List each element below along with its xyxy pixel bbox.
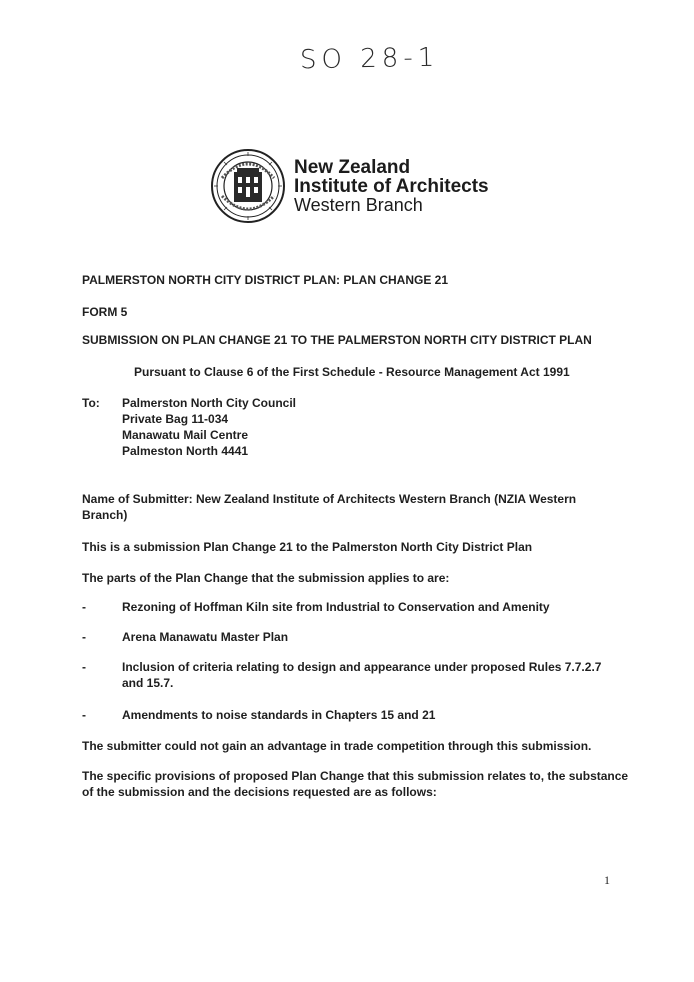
page-number: 1 [604, 873, 610, 887]
bullet-line: Rezoning of Hoffman Kiln site from Industrial to Conservation and Amenity [122, 600, 550, 614]
logo-title-line2: Institute of Architects [294, 175, 489, 197]
bullet-dash: - [82, 660, 86, 674]
submission-statement: This is a submission Plan Change 21 to the Palmerston North City District Plan [82, 540, 533, 554]
specific-provisions-line2: of the submission and the decisions requested are as follows: [82, 785, 437, 799]
address-line: Private Bag 11-034 [122, 412, 229, 426]
logo-title-line1: New Zealand [294, 156, 411, 178]
to-label: To: [82, 396, 100, 410]
pursuant-line: Pursuant to Clause 6 of the First Schedule - Resource Management Act 1991 [134, 365, 570, 379]
address-line: Manawatu Mail Centre [122, 428, 249, 442]
bullet-line: Inclusion of criteria relating to design and appearance under proposed Rules 7.7.2.7 [122, 660, 602, 674]
bullet-dash: - [82, 630, 86, 644]
address-line: Palmerston North City Council [122, 396, 297, 410]
parts-intro: The parts of the Plan Change that the submission applies to are: [82, 571, 450, 585]
bullet-line: Arena Manawatu Master Plan [122, 630, 289, 644]
bullet-line: Amendments to noise standards in Chapters 15 and 21 [122, 708, 436, 722]
trade-competition-statement: The submitter could not gain an advantage in trade competition through this submission. [82, 739, 592, 753]
plan-heading: PALMERSTON NORTH CITY DISTRICT PLAN: PLAN CHANGE 21 [82, 273, 449, 287]
address-line: Palmeston North 4441 [122, 444, 249, 458]
bullet-item [122, 629, 602, 645]
recipient-address [122, 395, 296, 459]
submitter-name-line2: Branch) [82, 508, 128, 522]
handwritten-reference-note: SO 28-1 [299, 42, 440, 76]
bullet-item [122, 707, 602, 723]
submission-title: SUBMISSION ON PLAN CHANGE 21 TO THE PALMERSTON NORTH CITY DISTRICT PLAN [82, 333, 592, 347]
bullet-line: and 15.7. [122, 676, 174, 690]
logo-subtitle: Western Branch [294, 194, 423, 215]
bullet-item [122, 599, 602, 615]
nzia-logo [210, 148, 489, 224]
form-label: FORM 5 [82, 305, 128, 319]
institute-seal-icon [210, 148, 286, 224]
bullet-item [122, 659, 602, 691]
submitter-name-line1: Name of Submitter: New Zealand Institute of Architects Western Branch (NZIA Western [82, 492, 577, 506]
specific-provisions-line1: The specific provisions of proposed Plan Change that this submission relates to, the substance [82, 769, 629, 783]
bullet-dash: - [82, 600, 86, 614]
bullet-dash: - [82, 708, 86, 722]
